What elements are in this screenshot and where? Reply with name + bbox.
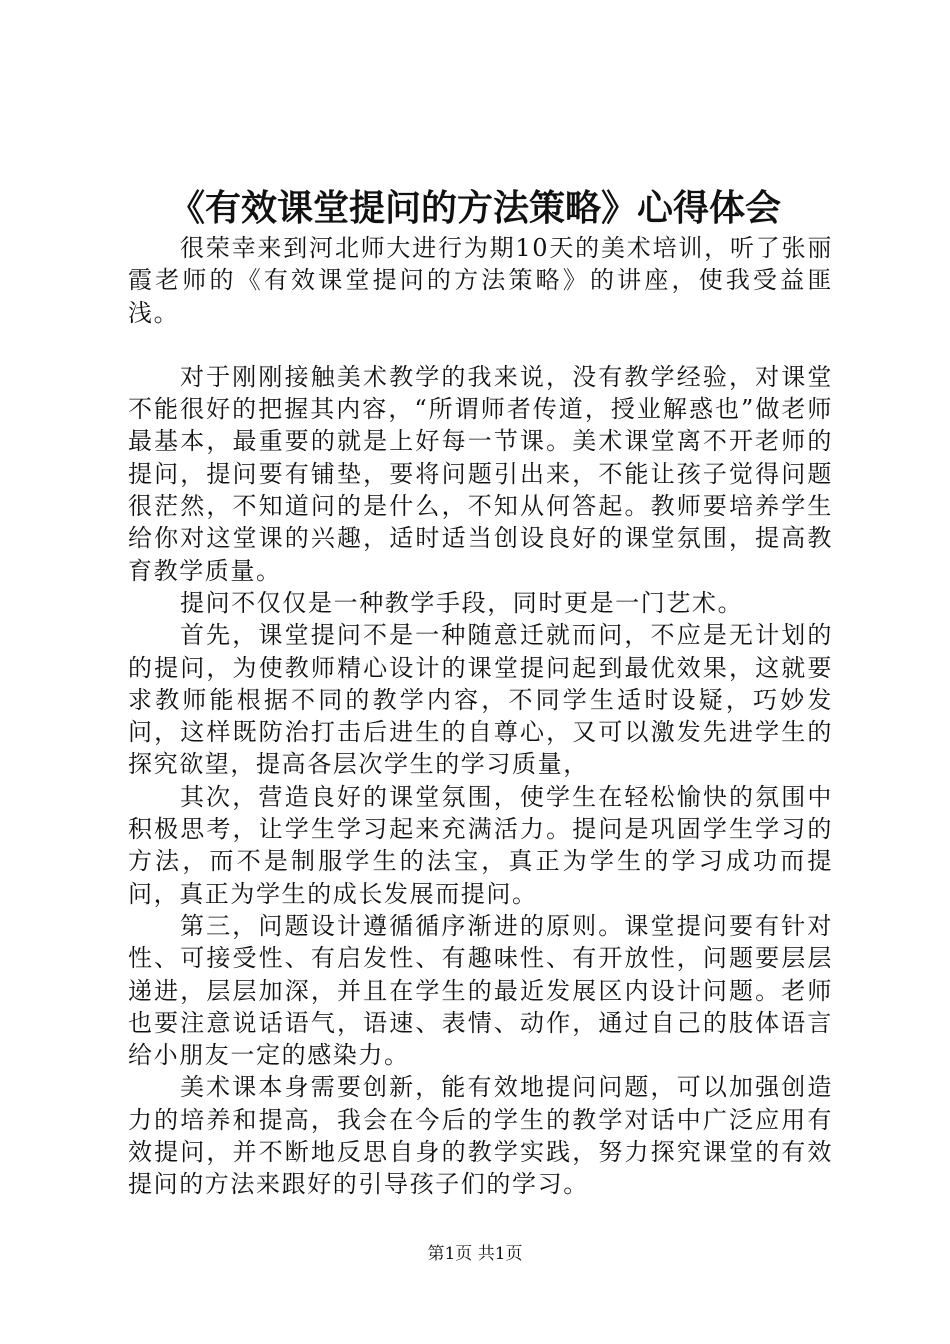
paragraph-third-point: 第三，问题设计遵循循序渐进的原则。课堂提问要有针对性、可接受性、有启发性、有趣味性、有开放性，问题要层层递进，层层加深，并且在学生的最近发展区内设计问题。老师也要注意说话语气，语速、表情、动作，通过自己的肢体语言给小朋友一定的感染力。 <box>128 911 833 1070</box>
paragraph-conclusion: 美术课本身需要创新，能有效地提问问题，可以加强创造力的培养和提高，我会在今后的学生的教学对话中广泛应用有效提问，并不断地反思自身的教学实践，努力探究课堂的有效提问的方法来跟好的引导孩子们的学习。 <box>128 1073 833 1199</box>
paragraph-experience: 对于刚刚接触美术教学的我来说，没有教学经验，对课堂不能很好的把握其内容，“所谓师者传道，授业解惑也”做老师最基本，最重要的就是上好每一节课。美术课堂离不开老师的提问，提问要有铺垫，要将问题引出来，不能让孩子觉得问题很茫然，不知道问的是什么，不知从何答起。教师要培养学生给你对这堂课的兴趣，适时适当创设良好的课堂氛围，提高教育教学质量。 <box>128 362 833 585</box>
paragraph-art-of-questioning: 提问不仅仅是一种教学手段，同时更是一门艺术。 <box>180 588 744 617</box>
paragraph-intro: 很荣幸来到河北师大进行为期10天的美术培训，听了张丽霞老师的《有效课堂提问的方法策略》的讲座，使我受益匪浅。 <box>128 234 833 327</box>
document-body <box>128 232 833 1201</box>
paragraph-first-point: 首先，课堂提问不是一种随意迁就而问，不应是无计划的的提问，为使教师精心设计的课堂提问起到最优效果，这就要求教师能根据不同的教学内容，不同学生适时设疑，巧妙发问，这样既防治打击后进生的自尊心，又可以激发先进学生的探究欲望，提高各层次学生的学习质量， <box>128 621 833 779</box>
page-number-footer: 第1页 共1页 <box>427 1244 523 1264</box>
paragraph-second-point: 其次，营造良好的课堂氛围，使学生在轻松愉快的氛围中积极思考，让学生学习起来充满活力。提问是巩固学生学习的方法，而不是制服学生的法宝，真正为学生的学习成功而提问，真正为学生的成长发展而提问。 <box>128 782 833 908</box>
document-title: 《有效课堂提问的方法策略》心得体会 <box>168 187 781 229</box>
